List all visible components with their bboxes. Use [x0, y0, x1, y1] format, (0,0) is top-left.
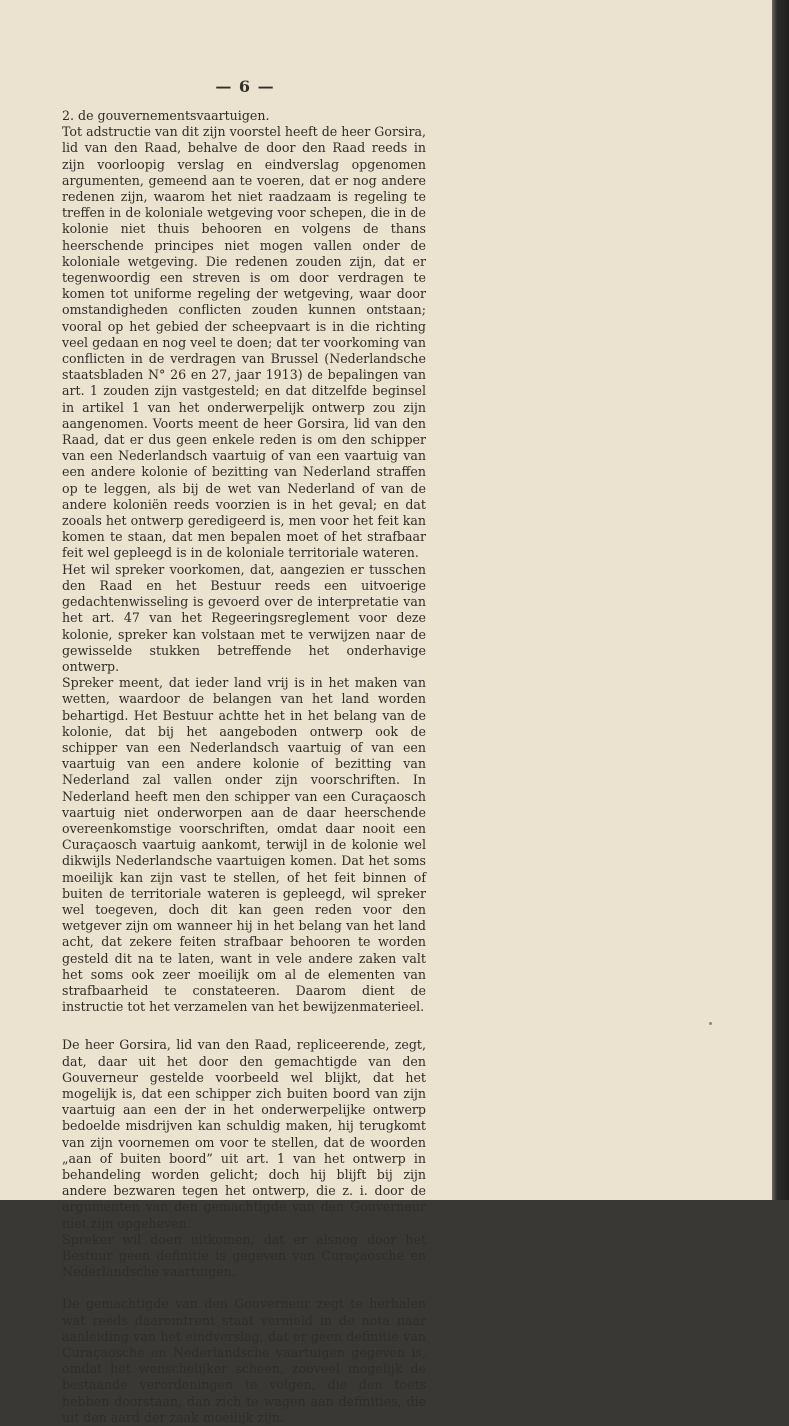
- page-number: — 6 —: [215, 77, 275, 96]
- paragraph: De gemachtigde van den Gouverneur zegt te herhalen wat reeds daaromtrent staat vermeld in de nota naar aanleiding van het eindverslag, dat er geen definitie van Curaçaosche en Nederlandsche vaartuigen gegeven is, omdat het wenschelijker scheen, zooveel mogelijk de bestaande verordeningen te volgen, die den toets hebben doorstaan, dan zich te wagen aan definities, die uit den aard der zaak moeilijk zijn.: [62, 1296, 426, 1425]
- paper-speck: [709, 1022, 712, 1025]
- scan-edge: [772, 0, 789, 1200]
- paragraph-heading: 2. de gouvernementsvaartuigen.: [62, 108, 270, 123]
- paragraph: Tot adstructie van dit zijn voorstel heeft de heer Gorsira, lid van den Raad, behalve de door den Raad reeds in zijn voorloopig verslag en eindverslag opgenomen argumenten, gemeend aan te voeren, dat er nog andere redenen zijn, waarom het niet raadzaam is regeling te treffen in de koloniale wetgeving voor schepen, die in de kolonie niet thuis behooren en volgens de thans heerschende principes niet mogen vallen onder de koloniale wetgeving. Die redenen zouden zijn, dat er tegenwoordig een streven is om door verdragen te komen tot uniforme regeling der wetgeving, waar door omstandigheden conflicten zouden kunnen ontstaan; vooral op het gebied der scheepvaart is in die richting veel gedaan en nog veel te doen; dat ter voorkoming van conflicten in de verdragen van Brussel (Nederlandsche staatsbladen N° 26 en 27, jaar 1913) de bepalingen van art. 1 zouden zijn vastgesteld; en dat ditzelfde beginsel in artikel 1 van het onderwerpelijk ontwerp zou zijn aangenomen. Voorts meent de heer Gorsira, lid van den Raad, dat er dus geen enkele reden is om den schipper van een Nederlandsch vaartuig of van een vaartuig van een andere kolonie of bezitting van Nederland straffen op te leggen, als bij de wet van Nederland of van de andere koloniën reeds voorzien is in het geval; en dat zooals het ontwerp geredigeerd is, men voor het feit kan komen te staan, dat men bepalen moet of het strafbaar feit wel gepleegd is in de koloniale territoriale wateren.: [62, 124, 426, 561]
- paragraph: De heer Gorsira, lid van den Raad, repliceerende, zegt, dat, daar uit het door den gemachtigde van den Gouverneur gestelde voorbeeld wel blijkt, dat het mogelijk is, dat een schipper zich buiten boord van zijn vaartuig aan een der in het onderwerpelijke ontwerp bedoelde misdrijven kan schuldig maken, hij terugkomt van zijn voornemen om voor te stellen, dat de woorden „aan of buiten boord” uit art. 1 van het ontwerp in behandeling worden gelicht; doch hij blijft bij zijn andere bezwaren tegen het ontwerp, die z. i. door de argumenten van den gemachtigde van den Gouverneur niet zijn opgeheven.: [62, 1037, 426, 1231]
- paragraph: Spreker meent, dat ieder land vrij is in het maken van wetten, waardoor de belangen van het land worden behartigd. Het Bestuur achtte het in het belang van de kolonie, dat bij het aangeboden ontwerp ook de schipper van een Nederlandsch vaartuig of van een vaartuig van een andere kolonie of bezitting van Nederland zal vallen onder zijn voorschriften. In Nederland heeft men den schipper van een Curaçaosch vaartuig niet onderworpen aan de daar heerschende overeenkomstige voorschriften, omdat daar nooit een Curaçaosch vaartuig aankomt, terwijl in de kolonie wel dikwijls Nederlandsche vaartuigen komen. Dat het soms moeilijk kan zijn vast te stellen, of het feit binnen of buiten de territoriale wateren is gepleegd, wil spreker wel toegeven, doch dit kan geen reden voor den wetgever zijn om wanneer hij in het belang van het land acht, dat zekere feiten strafbaar behooren te worden gesteld dit na te laten, want in vele andere zaken valt het soms ook zeer moeilijk om al de elementen van strafbaarheid te constateeren. Daarom dient de instructie tot het verzamelen van het bewijzenmaterieel.: [62, 675, 426, 1015]
- paragraph: Het wil spreker voorkomen, dat, aangezien er tusschen den Raad en het Bestuur reeds een uitvoerige gedachtenwisseling is gevoerd over de interpretatie van het art. 47 van het Regeeringsreglement voor deze kolonie, spreker kan volstaan met te verwijzen naar de gewisselde stukken betreffende het onderhavige ontwerp.: [62, 561, 426, 674]
- paragraph: Spreker wil doen uitkomen, dat er alsnog door het Bestuur geen definitie is gegeven van Curaçaosche en Nederlandsche vaartuigen.: [62, 1231, 426, 1280]
- body-text: [62, 108, 426, 1426]
